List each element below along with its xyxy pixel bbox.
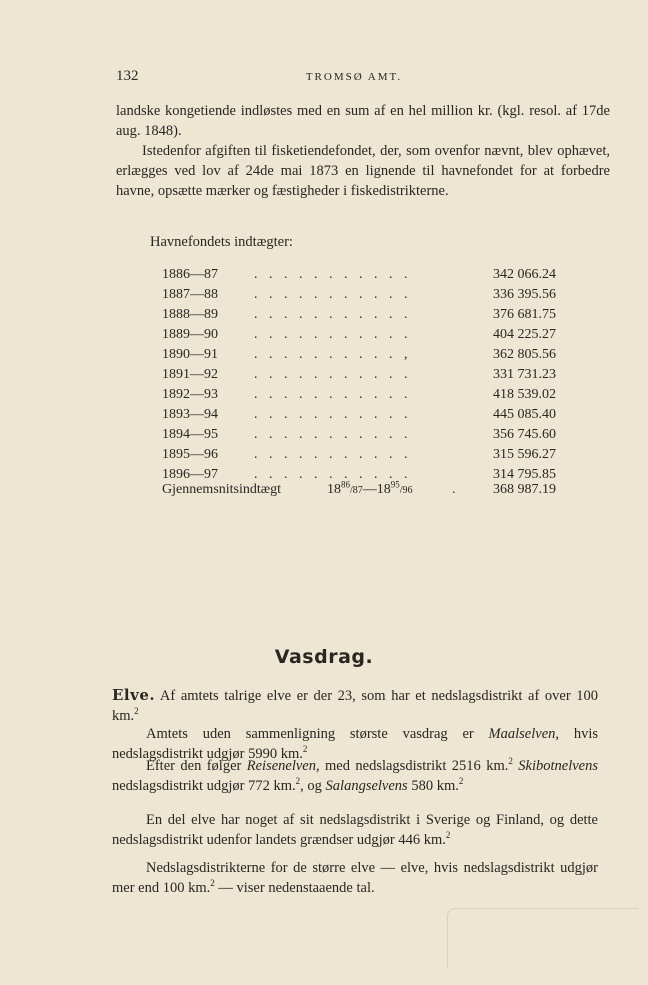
table-row <box>162 267 562 287</box>
row-leader-dots: . . . . . . . . . . . <box>254 327 412 342</box>
row-amount: 376 681.75 <box>493 307 556 322</box>
row-leader-dots: . . . . . . . . . . . <box>254 467 412 482</box>
table-row <box>162 287 562 307</box>
row-amount: 342 066.24 <box>493 267 556 282</box>
row-leader-dots: . . . . . . . . . . . <box>254 427 412 442</box>
row-amount: 418 539.02 <box>493 387 556 402</box>
table-row <box>162 447 562 467</box>
income-table <box>162 267 562 487</box>
table-row <box>162 387 562 407</box>
table-row <box>162 347 562 367</box>
row-leader-dots: . . . . . . . . . . . <box>254 267 412 282</box>
row-leader-dots: . . . . . . . . . . . <box>254 367 412 382</box>
row-amount: 356 745.60 <box>493 427 556 442</box>
page-number: 132 <box>116 68 139 84</box>
table-row <box>162 427 562 447</box>
paragraph-maalselven: Amtets uden sammenligning største vasdrag er Maalselven, hvis nedslagsdistrikt udgjør 5990 km.$^2$ <box>112 726 598 762</box>
row-period: 1894—95 <box>162 427 218 442</box>
table-row <box>162 367 562 387</box>
row-period: 1896—97 <box>162 467 218 482</box>
row-leader-dots: . . . . . . . . . . . <box>254 387 412 402</box>
row-amount: 314 795.85 <box>493 467 556 482</box>
paragraph-reisenelven: Efter den følger Reisenelven, med nedslagsdistrikt 2516 km.$^2$ Skibotnelvens nedslagsdistrikt udgjør 772 km.$^2$, og Salangselvens 580 km.$^2$ <box>112 756 599 794</box>
table-row <box>162 327 562 347</box>
row-period: 1890—91 <box>162 347 218 362</box>
paragraph-intro: landske kongetiende indløstes med en sum af en hel million kr. (kgl. resol. af 17de aug. 1848). <box>116 103 610 139</box>
table-row <box>162 407 562 427</box>
paragraph-sverige-finland: En del elve har noget af sit nedslagsdistrikt i Sverige og Finland, og dette nedslagsdistrikt udenfor landets grændser udgjør 446 km.$^2$ <box>112 812 598 848</box>
average-label: Gjennemsnitsindtægt <box>162 482 281 497</box>
row-period: 1887—88 <box>162 287 218 302</box>
table-title: Havnefondets indtægter: <box>150 234 293 250</box>
row-leader-dots: . . . . . . . . . . . <box>254 307 412 322</box>
average-amount: 368 987.19 <box>493 482 556 497</box>
row-period: 1891—92 <box>162 367 218 382</box>
row-period: 1895—96 <box>162 447 218 462</box>
row-leader-dots: . . . . . . . . . . . <box>254 407 412 422</box>
paragraph-havnefond: Istedenfor afgiften til fisketiendefondet, der, som ovenfor nævnt, blev ophævet, erlægges ved lov af 24de mai 1873 en lignende til havnefondet for at forbedre havne, opsætte mærker og fæstigheder i fiskedistrikterne. <box>116 143 610 199</box>
row-leader-dots: . . . . . . . . . . . <box>254 287 412 302</box>
row-amount: 331 731.23 <box>493 367 556 382</box>
row-amount: 336 395.56 <box>493 287 556 302</box>
section-heading: Vasdrag. <box>274 646 374 668</box>
row-amount: 445 085.40 <box>493 407 556 422</box>
table-row <box>162 307 562 327</box>
row-amount: 362 805.56 <box>493 347 556 362</box>
running-title: TROMSØ AMT. <box>305 71 403 83</box>
page-header <box>116 68 592 88</box>
average-period-range: $18^{86}/87—18^{95}/96$ <box>327 479 413 497</box>
row-period: 1888—89 <box>162 307 218 322</box>
row-leader-dots: . . . . . . . . . . . <box>254 447 412 462</box>
row-leader-dots: . . . . . . . . . . , <box>254 347 412 362</box>
page-corner-crease <box>447 908 638 969</box>
average-row <box>162 479 562 502</box>
row-period: 1886—87 <box>162 267 218 282</box>
average-separator: . <box>452 482 456 497</box>
row-period: 1893—94 <box>162 407 218 422</box>
paragraph-lead: Elve. <box>112 686 156 704</box>
paragraph-nedslagsdistrikter: Nedslagsdistrikterne for de større elve — elve, hvis nedslagsdistrikt udgjør mer end 100 km.$^2$ — viser nedenstaaende tal. <box>112 860 598 896</box>
row-amount: 315 596.27 <box>493 447 556 462</box>
paragraph-elve: Elve. Af amtets talrige elve er der 23, som har et nedslagsdistrikt af over 100 km.$^2$ <box>112 686 598 724</box>
row-amount: 404 225.27 <box>493 327 556 342</box>
row-period: 1889—90 <box>162 327 218 342</box>
row-period: 1892—93 <box>162 387 218 402</box>
